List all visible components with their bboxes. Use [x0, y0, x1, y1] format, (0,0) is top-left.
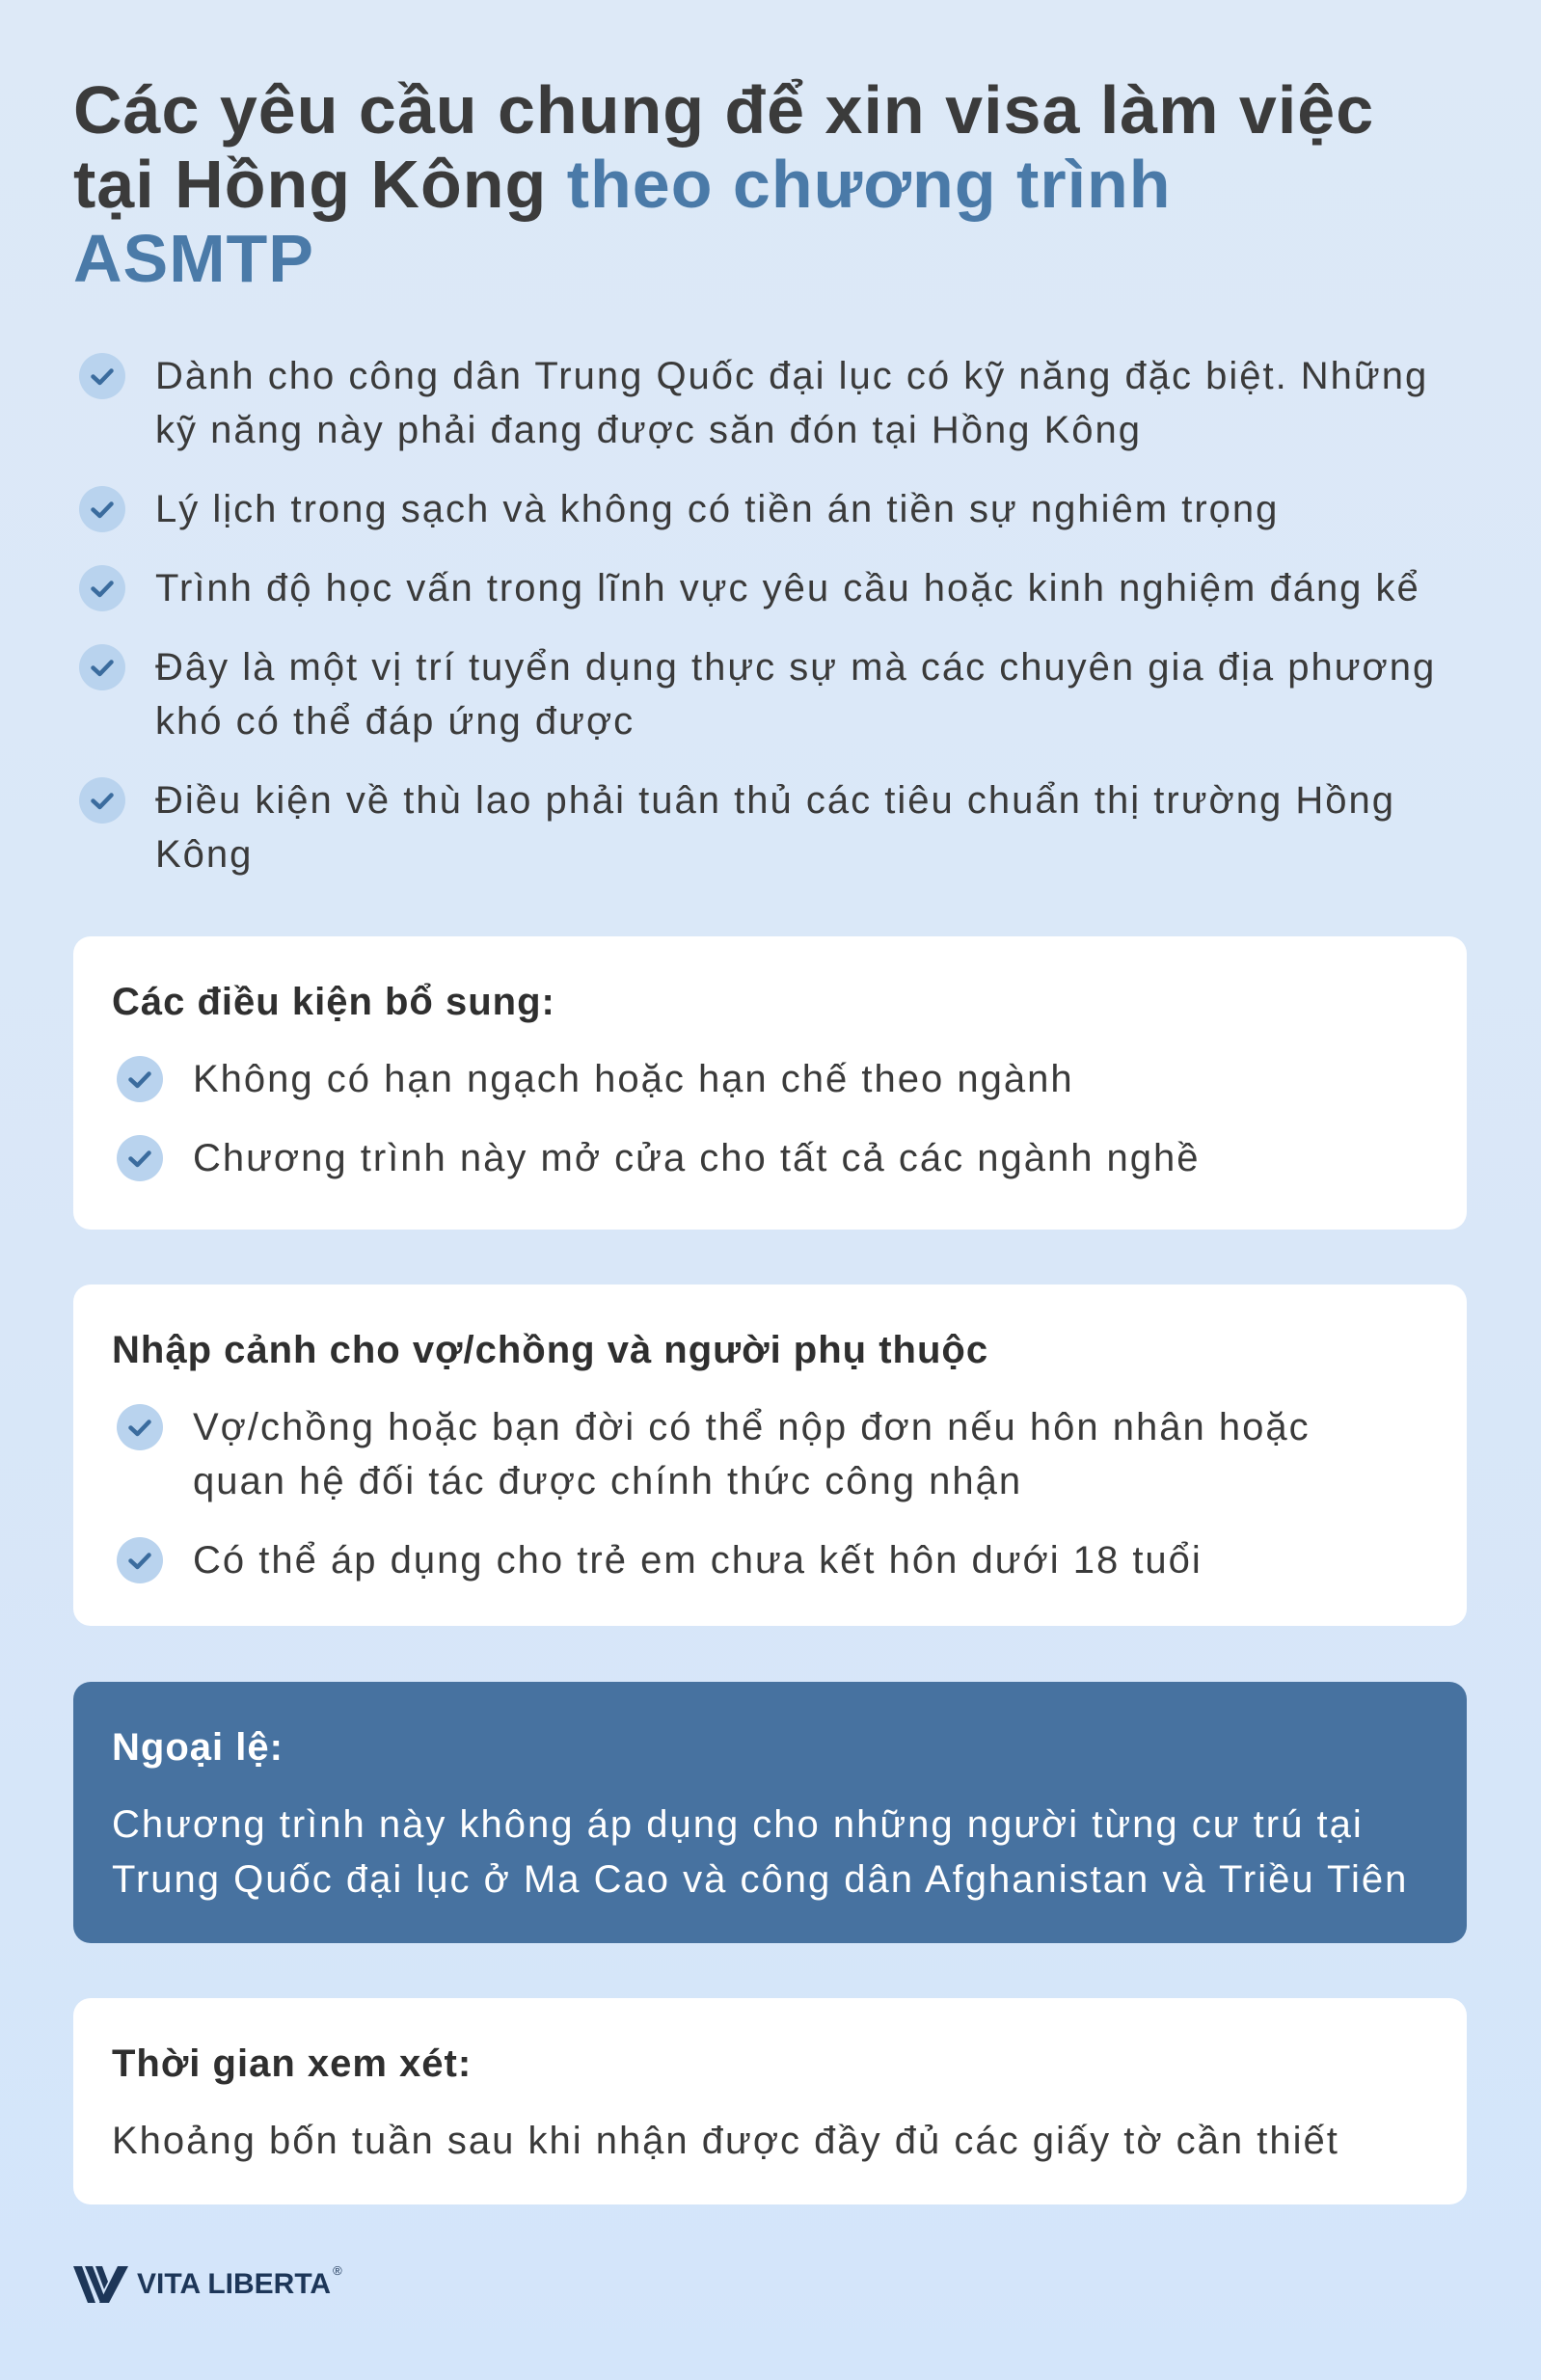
check-circle-icon: [79, 777, 125, 824]
title-plain-text: tại Hồng Kông: [73, 147, 548, 222]
logo-wordmark: VITA LIBERTA: [137, 2268, 332, 2300]
requirement-item: [73, 773, 1475, 881]
registered-mark: ®: [333, 2262, 342, 2278]
dependant-item: [112, 1533, 1369, 1587]
condition-text: Chương trình này mở cửa cho tất cả các ngành nghề: [193, 1137, 1201, 1179]
requirement-item: [73, 349, 1475, 457]
title-highlight-text: theo chương trình: [566, 147, 1172, 222]
check-circle-icon: [117, 1056, 163, 1102]
title-line-2: [73, 148, 1374, 222]
check-circle-icon: [79, 644, 125, 690]
requirement-text: Lý lịch trong sạch và không có tiền án tiền sự nghiêm trọng: [155, 488, 1280, 530]
additional-conditions-list: [112, 1052, 1428, 1185]
check-circle-icon: [117, 1404, 163, 1450]
requirements-list: [73, 349, 1475, 881]
exception-text: Chương trình này không áp dụng cho những người từng cư trú tại Trung Quốc đại lục ở Ma Cao và công dân Afghanistan và Triều Tiên: [112, 1803, 1409, 1901]
requirement-text: Trình độ học vấn trong lĩnh vực yêu cầu hoặc kinh nghiệm đáng kể: [155, 567, 1420, 609]
requirement-item: [73, 640, 1475, 748]
dependants-list: [112, 1400, 1428, 1587]
title-line-1: Các yêu cầu chung để xin visa làm việc: [73, 72, 1375, 148]
condition-item: [112, 1052, 1369, 1106]
requirement-text: Đây là một vị trí tuyển dụng thực sự mà các chuyên gia địa phương khó có thể đáp ứng được: [155, 646, 1437, 743]
requirement-item: [73, 561, 1475, 615]
vita-liberta-logo-icon: [73, 2264, 129, 2305]
check-circle-icon: [79, 565, 125, 611]
requirement-item: [73, 482, 1475, 536]
requirement-text: Dành cho công dân Trung Quốc đại lục có kỹ năng đặc biệt. Những kỹ năng này phải đang được săn đón tại Hồng Kông: [155, 355, 1429, 451]
dependant-item: [112, 1400, 1369, 1508]
condition-text: Không có hạn ngạch hoặc hạn chế theo ngành: [193, 1058, 1074, 1100]
page-title: [73, 73, 1374, 296]
dependant-text: Vợ/chồng hoặc bạn đời có thể nộp đơn nếu hôn nhân hoặc quan hệ đối tác được chính thức công nhận: [193, 1406, 1311, 1502]
additional-conditions-card: [73, 936, 1467, 1230]
dependant-text: Có thể áp dụng cho trẻ em chưa kết hôn dưới 18 tuổi: [193, 1539, 1203, 1582]
card-heading: Nhập cảnh cho vợ/chồng và người phụ thuộc: [112, 1329, 989, 1371]
check-circle-icon: [79, 486, 125, 532]
vita-liberta-logo: [73, 2264, 342, 2305]
requirement-text: Điều kiện về thù lao phải tuân thủ các tiêu chuẩn thị trường Hồng Kông: [155, 779, 1395, 876]
title-line-3: ASMTP: [73, 221, 314, 296]
check-circle-icon: [79, 353, 125, 399]
processing-time-card: [73, 1998, 1467, 2204]
card-heading: Các điều kiện bổ sung:: [112, 981, 555, 1023]
condition-item: [112, 1131, 1369, 1185]
check-circle-icon: [117, 1537, 163, 1583]
check-circle-icon: [117, 1135, 163, 1181]
exception-card: [73, 1682, 1467, 1943]
card-heading: Thời gian xem xét:: [112, 2042, 473, 2085]
processing-time-text: Khoảng bốn tuần sau khi nhận được đầy đủ các giấy tờ cần thiết: [112, 2120, 1339, 2162]
dependants-card: [73, 1285, 1467, 1626]
card-heading: Ngoại lệ:: [112, 1726, 284, 1769]
